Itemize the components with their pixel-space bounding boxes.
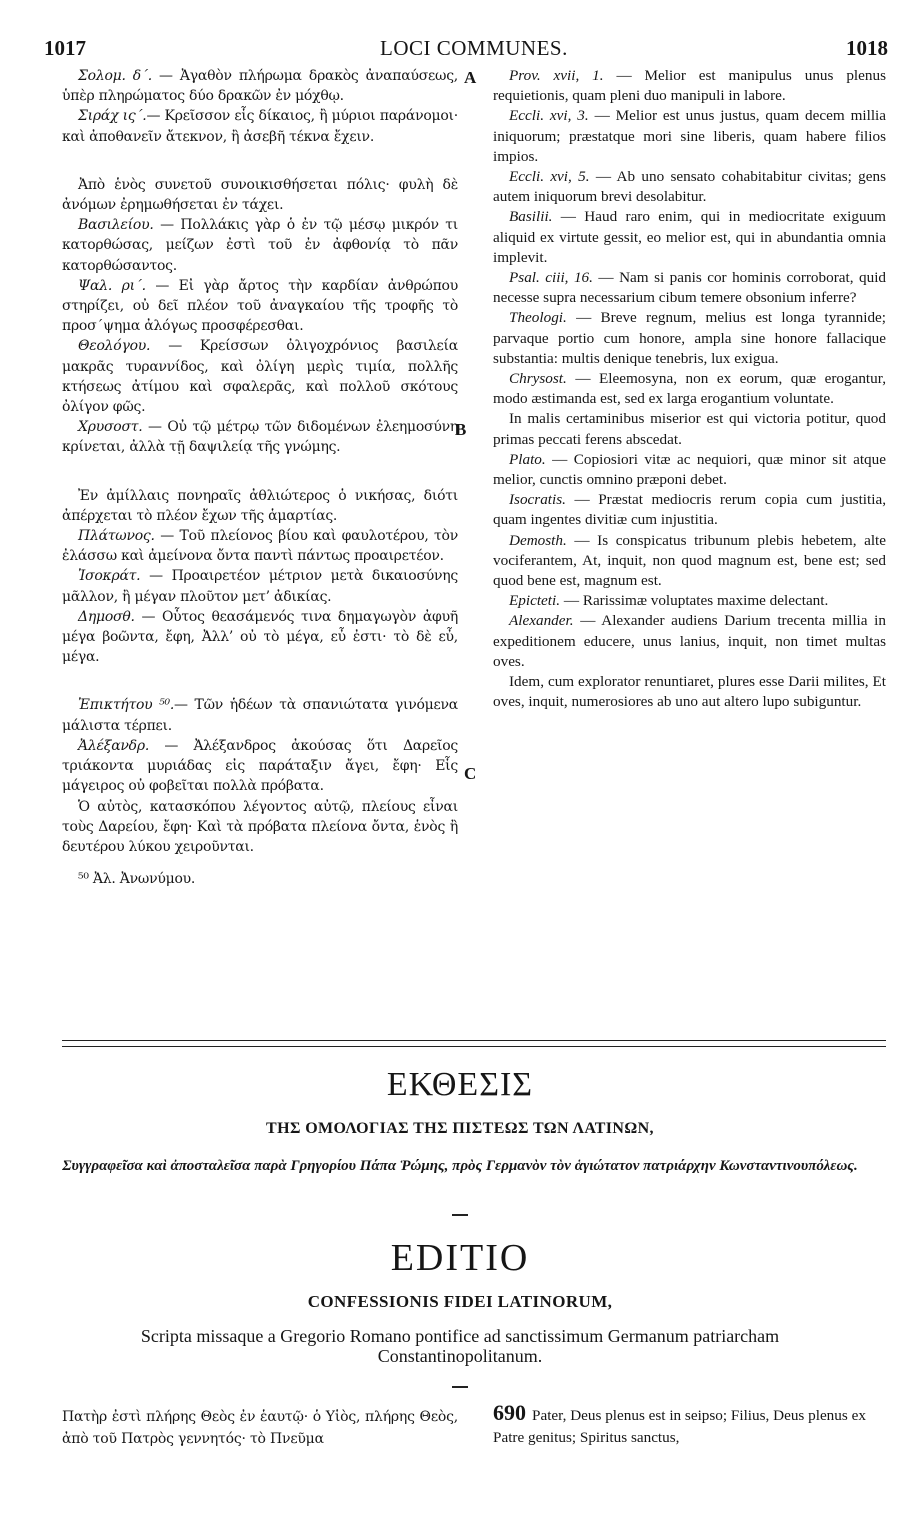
passage-text: Ὁ αὐτὸς, κατασκόπου λέγοντος αὐτῷ, πλείους εἶναι τοὺς Δαρείου, ἔφη· Καὶ τὰ πρόβατα πλείονα ὄντα, ἑνὸς ἢ δευτέρου λύκου χειροῦνται. — [62, 798, 458, 855]
passage-text: — Nam si panis cor hominis corroborat, quid necesse supra necessarium cibum temere obsonium inferre? — [493, 269, 887, 307]
passage-source: Epicteti. — [509, 592, 561, 610]
passage-text: — Πολλάκις γὰρ ὁ ἐν τῷ μέσῳ μικρόν τι κατορθώσας, μείζων ἐστὶ τοῦ ἐν ἀφθονίᾳ τὸ πᾶν κατορθώσαντος. — [62, 217, 458, 274]
passage — [62, 736, 458, 797]
passage-text: — Οὐ τῷ μέτρῳ τῶν διδομένων ἐλεημοσύνη κρίνεται, ἀλλὰ τῇ δαψιλείᾳ τῆς γνώμης. — [62, 419, 458, 456]
passage-text: — Εἰ γὰρ ἄρτος τὴν καρδίαν ἀνθρώπου στηρίζει, οὐ δεῖ πλέον τοῦ ἀναγκαίου τῆς τροφῆς τὸ προσ΄ψημα ἀλόγως προσφέρεσθαι. — [62, 277, 458, 335]
passage-source: Ψαλ. ρι΄. — [78, 277, 146, 294]
passage-source: Σιράχ ις΄. — [78, 108, 147, 125]
passage — [493, 66, 886, 106]
passage-text: Ἐν ἀμίλλαις πονηραῖς ἀθλιώτερος ὁ νικήσας, διότι ἀπέρχεται τὸ πλέον ἔχων τῆς ἁμαρτίας. — [62, 487, 458, 524]
passage-text: Idem, cum explorator renuntiaret, plures esse Darii milites, Et oves, inquit, numerosiores ab uno aut altero lupo subiguntur. — [493, 673, 886, 711]
passage-source: Alexander. — [509, 612, 574, 630]
greek-column — [62, 66, 458, 889]
passage-source: Theologi. — [509, 309, 567, 327]
passage-source: Basilii. — [509, 208, 553, 226]
passage — [493, 490, 886, 530]
margin-marker-c: C — [464, 764, 477, 783]
passage — [62, 607, 458, 668]
margin-marker-b: B — [455, 420, 467, 439]
passage-text: — Οὗτος θεασάμενός τινα δημαγωγὸν ἀφυῆ μέγα βοῶντα, ἔφη, Ἀλλ’ οὐ τὸ μέγα, εὖ ἐστι· τὸ δὲ εὖ, μέγα. — [62, 608, 458, 666]
section-divider-top — [62, 1040, 886, 1041]
passage — [493, 611, 886, 672]
passage — [493, 672, 886, 712]
passage-source: Eccli. xvi, 5. — [509, 168, 590, 186]
passage — [493, 167, 886, 207]
passage-text: — Κρεῖσσον εἷς δίκαιος, ἢ μύριοι παράνομοι· καὶ ἀποθανεῖν ἄτεκνον, ἢ ἀσεβῆ τέκνα ἔχειν. — [62, 108, 458, 145]
passage-text: ⁵⁰ Ἀλ. Ἀνωνύμου. — [78, 871, 196, 888]
passage-text: In malis certaminibus miserior est qui victoria potitur, quod primas peccati ferens abscedat. — [493, 410, 886, 448]
passage — [493, 268, 886, 308]
latin-body — [493, 1402, 886, 1449]
passage-source: Θεολόγου. — [78, 338, 151, 355]
column-number: 690 — [493, 1400, 526, 1425]
greek-body-text: Πατὴρ ἐστὶ πλήρης Θεὸς ἐν ἑαυτῷ· ὁ Υἱὸς, πλήρης Θεὸς, ἀπὸ τοῦ Πατρὸς γεννητός· τὸ Πνεῦμα — [62, 1409, 458, 1447]
passage-text: — Προαιρετέον μέτριον μετὰ δικαιοσύνης μᾶλλον, ἢ μέγαν πλοῦτον μετ’ ἀδικίας. — [62, 568, 458, 605]
margin-marker-a: A — [464, 68, 477, 87]
passage — [62, 566, 458, 606]
passage — [493, 106, 886, 167]
passage-source: Βασιλείου. — [78, 217, 154, 234]
passage — [493, 409, 886, 449]
short-rule — [452, 1386, 468, 1388]
passage-text: — Melior est unus justus, quam decem millia iniquorum; præstatque mori sine liberis, quam habere filios impios. — [493, 107, 886, 165]
passage-source: Δημοσθ. — [78, 608, 135, 625]
passage-source: Demosth. — [509, 531, 567, 549]
greek-description: Συγγραφεῖσα καὶ ἀποσταλεῖσα παρὰ Γρηγορίου Πάπα Ῥώμης, πρὸς Γερμανὸν τὸν ἁγιώτατον πατριάρχην Κωνσταντινουπόλεως. — [62, 1158, 858, 1174]
passage-text: — Τῶν ἡδέων τὰ σπανιώτατα γινόμενα μάλιστα τέρπει. — [62, 697, 458, 734]
passage-text: Ἀπὸ ἑνὸς συνετοῦ συνοικισθήσεται πόλις· φυλὴ δὲ ἀνόμων ἐρημωθήσεται ἐν τάχει. — [62, 176, 458, 214]
passage — [493, 369, 886, 409]
passage — [62, 869, 458, 889]
passage-text: — Breve regnum, melius est longa tyrannide; parvaque portio cum honore, ampla sine honore fallacique substantia: multis denique tenebris, lux exigua. — [493, 309, 886, 367]
passage-text: — Haud raro enim, qui in mediocritate exiguum aliquid ex virtute gessit, eo melior est, qui in abundantia omnia implevit. — [493, 208, 886, 266]
greek-title: ΕΚΘΕΣΙΣ — [386, 1066, 534, 1103]
passage-text: — Rarissimæ voluptates maxime delectant. — [560, 592, 829, 610]
passage — [493, 308, 886, 369]
latin-description: Scripta missaque a Gregorio Romano pontifice ad sanctissimum Germanum patriarcham Constantinopolitanum. — [140, 1326, 780, 1366]
section-divider-bottom — [62, 1046, 886, 1047]
passage — [62, 526, 458, 566]
passage-source: Ἀλέξανδρ. — [78, 737, 150, 754]
passage — [62, 695, 458, 735]
passage-source: Psal. ciii, 16. — [509, 269, 593, 287]
latin-title: EDITIO — [390, 1237, 530, 1279]
latin-body-text: Pater, Deus plenus est in seipso; Filius, Deus plenus ex Patre genitus; Spiritus sanctus, — [493, 1407, 866, 1446]
passage — [62, 417, 458, 457]
passage — [62, 175, 458, 215]
running-header — [44, 36, 888, 60]
page-number-right: 1018 — [846, 36, 888, 60]
short-rule — [452, 1214, 468, 1216]
passage — [62, 336, 458, 417]
passage-source: Isocratis. — [509, 491, 566, 509]
passage-source: Ἰσοκράτ. — [78, 568, 141, 585]
passage-source: Prov. xvii, 1. — [509, 67, 604, 84]
passage — [62, 276, 458, 337]
passage-text: — Ἀλέξανδρος ἀκούσας ὅτι Δαρεῖος τριάκοντα μυριάδας εἰς παράταξιν ἄγει, ἔφη· Εἷς μάγειρος οὐ φοβεῖται πολλὰ πρόβατα. — [62, 737, 458, 795]
passage-text: — Is conspicatus tribunum plebis hebetem, alte vociferantem, At, inquit, non quod magnum est, bene est; sed quod bene est, magnum est. — [493, 531, 886, 590]
passage-source: Χρυσοστ. — [78, 419, 143, 436]
passage-source: Plato. — [509, 450, 546, 468]
passage — [62, 66, 458, 106]
passage-text: — Τοῦ πλείονος βίου καὶ φαυλοτέρου, τὸν ἐλάσσω καὶ ἀμείνονα ὄντα παντὶ πάντως προαιρετέον. — [62, 528, 458, 565]
passage-text: — Ἀγαθὸν πλήρωμα δρακὸς ἀναπαύσεως, ὑπὲρ πληρώματος δύο δρακῶν ἐν μόχθῳ. — [62, 68, 458, 105]
passage — [62, 797, 458, 858]
latin-subtitle: CONFESSIONIS FIDEI LATINORUM, — [307, 1292, 613, 1311]
passage-text: — Præstat mediocris rerum copia cum justitia, quam ingentes divitiæ cum injustitia. — [493, 491, 886, 529]
passage-source: Eccli. xvi, 3. — [509, 107, 589, 125]
passage — [493, 207, 886, 268]
passage — [62, 486, 458, 526]
passage-text: — Copiosiori vitæ ac nequiori, quæ minor sit atque melior, cunctis omnino præponi debet. — [493, 450, 886, 489]
latin-column — [493, 66, 886, 713]
passage-source: Ἐπικτήτου ⁵⁰. — [78, 697, 175, 714]
passage-source: Πλάτωνος. — [78, 528, 155, 545]
passage — [62, 215, 458, 276]
passage-source: Chrysost. — [509, 370, 567, 388]
passage-source: Σολομ. δ΄. — [78, 68, 152, 84]
passage-text: — Eleemosyna, non ex eorum, quæ erogantur, modo æstimanda est, sed ex larga erogantium voluntate. — [493, 370, 886, 408]
passage — [493, 531, 886, 592]
passage-text: — Alexander audiens Darium trecenta millia in expeditionem educere, unus lanius, inquit, non timet multas oves. — [493, 612, 886, 670]
running-title: LOCI COMMUNES. — [380, 36, 568, 60]
passage-text: — Melior est manipulus unus plenus requietionis, quam pleni duo manipuli in labore. — [493, 67, 886, 105]
passage-text: — Κρείσσων ὀλιγοχρόνιος βασιλεία μακρᾶς τυραννίδος, καὶ ὀλίγη μερὶς τιμία, πολλῆς κτήσεως ἀτίμου καὶ σφαλερᾶς, καὶ πολλοῦ σκότους ὀλίγον φῶς. — [62, 338, 458, 416]
passage — [493, 591, 886, 611]
passage-text: — Ab uno sensato cohabitabitur civitas; gens autem iniquorum brevi desolabitur. — [493, 168, 886, 206]
passage — [62, 106, 458, 146]
greek-subtitle: ΤΗΣ ΟΜΟΛΟΓΙΑΣ ΤΗΣ ΠΙΣΤΕΩΣ ΤΩΝ ΛΑΤΙΝΩΝ, — [266, 1120, 654, 1137]
page-number-left: 1017 — [44, 36, 86, 60]
passage — [493, 450, 886, 490]
